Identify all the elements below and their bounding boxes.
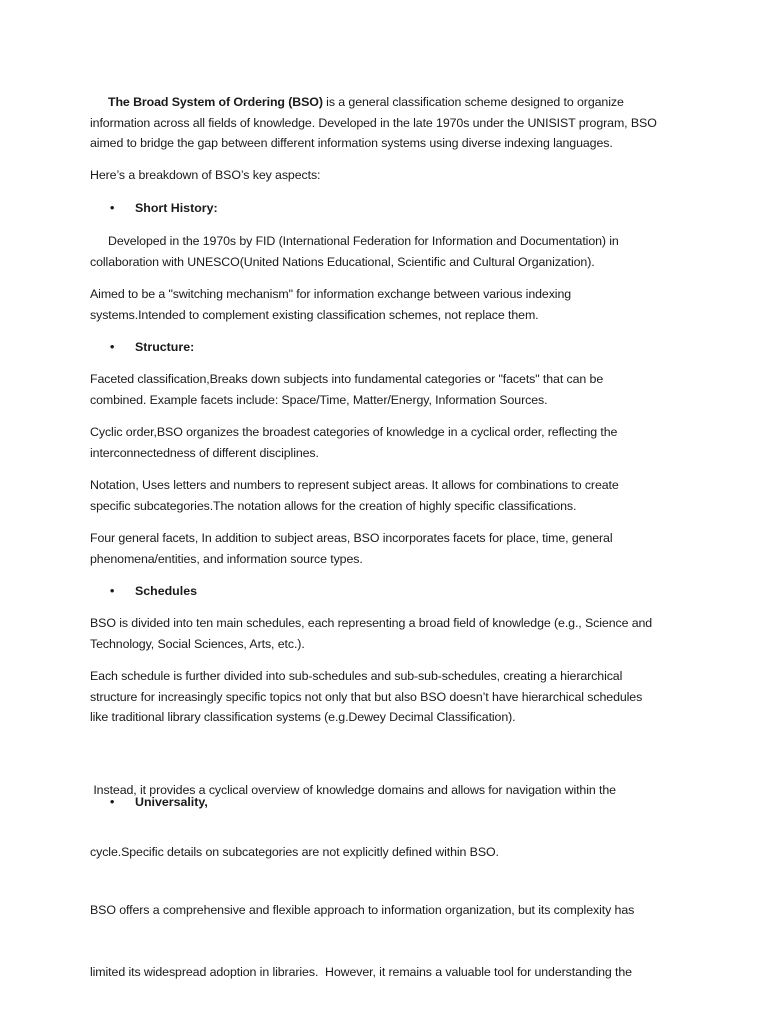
breakdown-intro: Here’s a breakdown of BSO’s key aspects: <box>90 168 321 182</box>
schedules-para-2: Each schedule is further divided into sub-schedules and sub-sub-schedules, creating a hierarchical structure for increasingly specific topics not only that but also BSO doesn’t have hierarchical schedules like traditional library classification systems (e.g.Dewey Decimal Classification). <box>90 669 643 724</box>
intro-line-2: information across all fields of knowledge. Developed in the late 1970s under the UNISIST program, BSO <box>90 115 657 130</box>
short-history-para-1: Developed in the 1970s by FID (International Federation for Information and Documentation) in collaboration with UNESCO(United Nations Educational, Scientific and Cultural Organization). <box>90 234 619 269</box>
conclusion-paragraph: BSO offers a comprehensive and flexible approach to information organization, but its complexity has limited its widespread adoption in libraries. However, it remains a valuable tool for understanding the <box>90 903 635 979</box>
schedules-heading: Schedules <box>135 584 197 598</box>
intro-line-3: aimed to bridge the gap between different information systems using diverse indexing languages. <box>90 136 613 150</box>
intro-line-1 <box>90 92 680 113</box>
structure-para-4: Four general facets, In addition to subject areas, BSO incorporates facets for place, time, general phenomena/entities, and information source types. <box>90 531 613 566</box>
structure-para-2: Cyclic order,BSO organizes the broadest categories of knowledge in a cyclical order, reflecting the interconnectedness of different disciplines. <box>90 425 618 460</box>
short-history-heading: Short History: <box>135 201 218 215</box>
structure-para-3: Notation, Uses letters and numbers to represent subject areas. It allows for combinations to create specific subcategories.The notation allows for the creation of highly specific classifications. <box>90 478 619 513</box>
bullet-icon: • <box>110 201 115 215</box>
structure-para-1: Faceted classification,Breaks down subjects into fundamental categories or "facets" that can be combined. Example facets include: Space/Time, Matter/Energy, Information Sources. <box>90 372 604 407</box>
intro-paragraph <box>90 92 680 154</box>
bullet-icon: • <box>110 340 115 354</box>
schedules-para-3: Instead, it provides a cyclical overview of knowledge domains and allows for navigation within the cycle.Specific details on subcategories are not explicitly defined within BSO. <box>90 783 616 859</box>
intro-line-1-rest: is a general classification scheme designed to organize <box>322 95 624 109</box>
intro-title: The Broad System of Ordering (BSO) <box>108 95 323 109</box>
short-history-para-2: Aimed to be a "switching mechanism" for information exchange between various indexing systems.Intended to complement existing classification schemes, not replace them. <box>90 287 572 322</box>
bullet-icon: • <box>110 795 115 809</box>
structure-heading: Structure: <box>135 340 195 354</box>
schedules-para-1: BSO is divided into ten main schedules, each representing a broad field of knowledge (e.g., Science and Technology, Social Sciences, Arts, etc.). <box>90 616 653 651</box>
universality-heading: Universality, <box>135 795 208 809</box>
bullet-icon: • <box>110 584 115 598</box>
